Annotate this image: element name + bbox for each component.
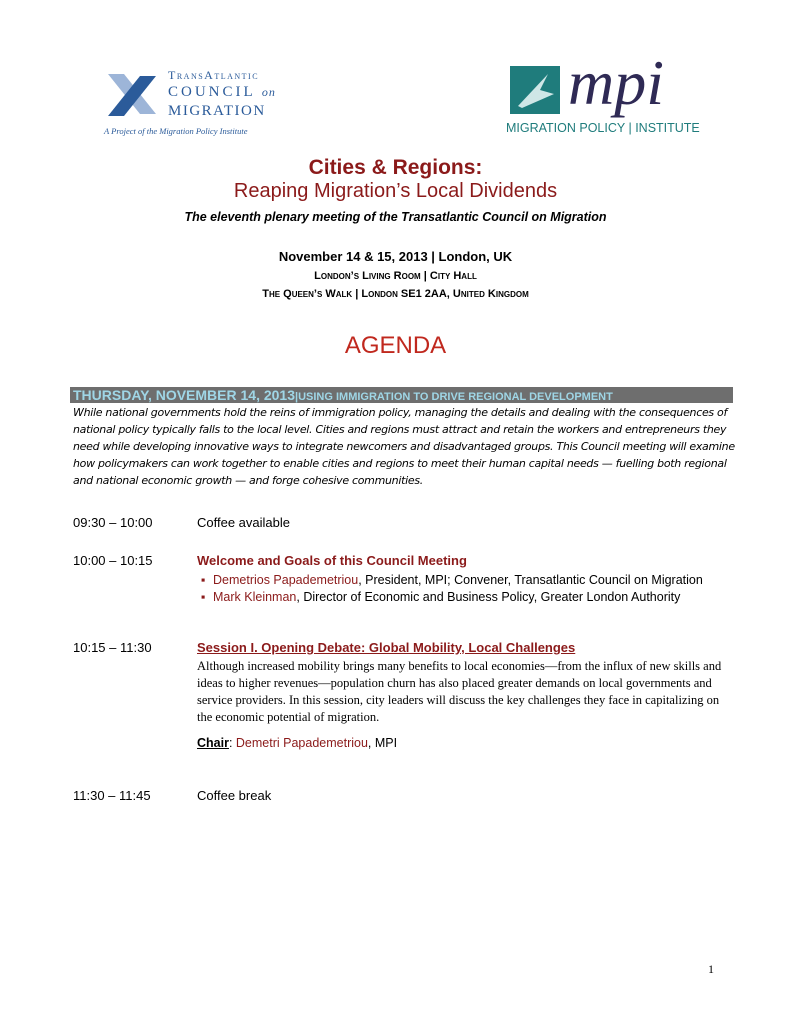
- tcm-line2: COUNCIL on: [168, 84, 276, 100]
- mpi-subtitle: MIGRATION POLICY | INSTITUTE: [506, 121, 700, 135]
- day-theme: |USING IMMIGRATION TO DRIVE REGIONAL DEVELOPMENT: [295, 391, 613, 403]
- meeting-date: November 14 & 15, 2013 | London, UK: [278, 249, 513, 264]
- mpi-square-icon: [510, 66, 560, 114]
- agenda-text: Coffee available: [197, 515, 290, 530]
- session-chair: Chair: Demetri Papademetriou, MPI: [197, 736, 398, 750]
- speaker-item: ▪ Mark Kleinman, Director of Economic and Business Policy, Greater London Authority: [213, 589, 717, 606]
- venue-line-1: London’s Living Room | City Hall: [314, 270, 477, 282]
- agenda-time: 09:30 – 10:00: [73, 515, 153, 530]
- tcm-cross-icon: [104, 70, 160, 122]
- day-label: THURSDAY, NOVEMBER 14, 2013: [73, 387, 296, 403]
- page-title: Cities & Regions:: [308, 156, 483, 179]
- agenda-title: Welcome and Goals of this Council Meeting: [197, 553, 467, 568]
- agenda-time: 10:00 – 10:15: [73, 553, 153, 568]
- speaker-item: ▪ Demetrios Papademetriou, President, MPI; Convener, Transatlantic Council on Migration: [213, 572, 717, 589]
- tcm-line1: TransAtlantic: [168, 68, 260, 82]
- agenda-title: Session I. Opening Debate: Global Mobility, Local Challenges: [197, 640, 576, 655]
- page-subtitle: Reaping Migration’s Local Dividends: [233, 180, 558, 202]
- agenda-time: 11:30 – 11:45: [73, 788, 151, 803]
- tcm-tagline: A Project of the Migration Policy Institute: [104, 126, 248, 136]
- agenda-heading: AGENDA: [344, 332, 447, 359]
- meeting-tagline: The eleventh plenary meeting of the Transatlantic Council on Migration: [184, 210, 607, 224]
- page-number: 1: [708, 962, 714, 976]
- tcm-line3: MIGRATION: [168, 103, 266, 119]
- day-banner: [70, 387, 733, 403]
- agenda-text: Coffee break: [197, 788, 272, 803]
- mpi-wordmark: mpi: [568, 47, 664, 118]
- agenda-time: 10:15 – 11:30: [73, 640, 152, 655]
- day-intro: While national governments hold the reins of immigration policy, managing the details and dealing with the consequences of national policy typically falls to the local level. Cities and regions must attract and retain the workers and entrepreneurs they need while developing innovative ways to integrate newcomers and disadvantaged groups. This Council meeting will examine how policymakers can work together to enable cities and regions to meet their human capital needs — fuelling both regional and national economic growth — and forge cohesive communities.: [73, 406, 735, 487]
- transatlantic-council-logo: [104, 68, 284, 140]
- venue-line-2: The Queen’s Walk | London SE1 2AA, United Kingdom: [262, 288, 529, 300]
- mpi-logo: [506, 47, 740, 140]
- session-description: Although increased mobility brings many benefits to local economies—from the influx of new skills and ideas to higher revenues—population churn has also placed greater demands on local governments and service providers. In this session, city leaders will discuss the key challenges they face in capitalizing on the economic potential of migration.: [197, 659, 722, 724]
